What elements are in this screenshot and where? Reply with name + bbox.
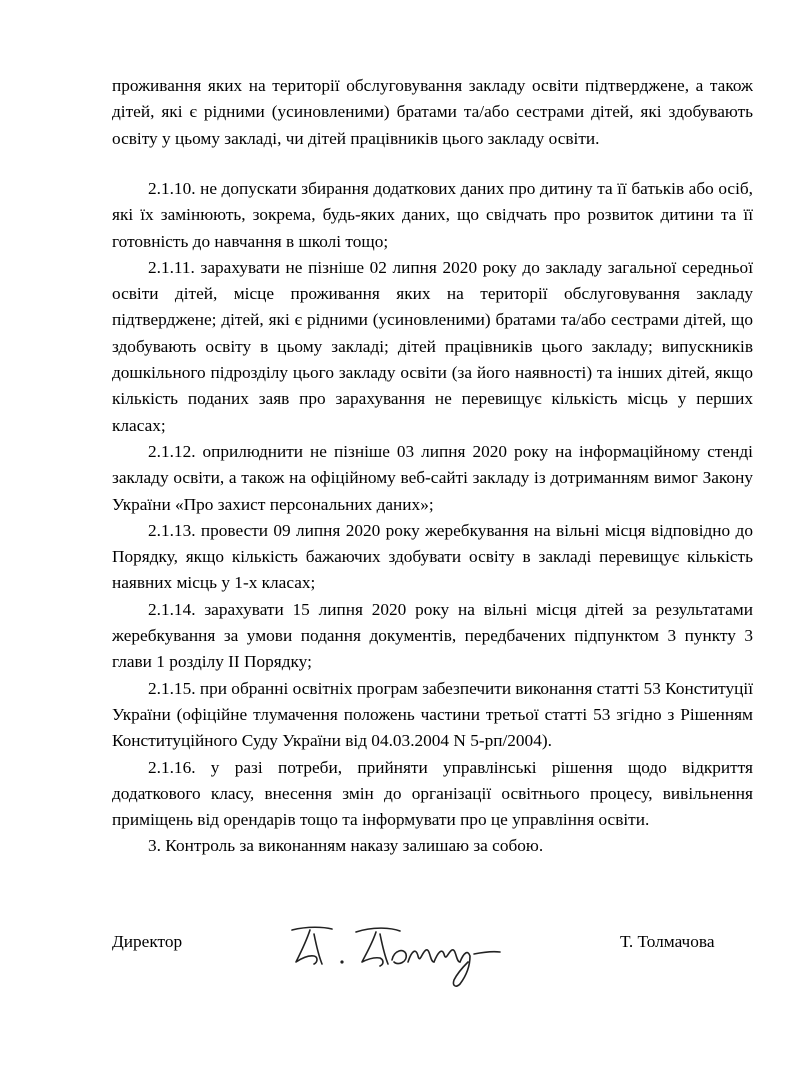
signatory-title: Директор — [112, 932, 183, 951]
signature-block — [112, 930, 732, 1010]
order-items-list — [112, 176, 753, 860]
order-item-2-1-10: 2.1.10. не допускати збирання додаткових даних про дитину та її батьків або осіб, які їх замінюють, зокрема, будь-яких даних, що свідчать про розвиток дитини та її готовність до навчання в школі тощо; — [112, 179, 753, 251]
handwritten-signature-image — [288, 922, 518, 998]
order-item-2-1-16: 2.1.16. у разі потреби, прийняти управлінські рішення щодо відкриття додаткового класу, внесення змін до організації освітнього процесу, вивільнення приміщень від орендарів тощо та інформувати про це управління освіти. — [112, 757, 753, 830]
continuation-paragraph: проживання яких на території обслуговування закладу освіти підтверджене, а також дітей, які є рідними (усиновленими) братами та/або сестрами дітей, які здобувають освіту у цьому закладі, чи дітей працівників цього закладу освіти. — [112, 76, 753, 148]
order-item-3-control: 3. Контроль за виконанням наказу залишаю за собою. — [148, 836, 544, 856]
order-item-2-1-14: 2.1.14. зарахувати 15 липня 2020 року на вільні місця дітей за результатами жеребкування за умови подання документів, передбачених підпунктом 3 пункту 3 глави 1 розділу ІІ Порядку; — [112, 599, 753, 672]
order-item-2-1-12: 2.1.12. оприлюднити не пізніше 03 липня 2020 року на інформаційному стенді закладу освіти, а також на офіційному веб-сайті закладу із дотриманням вимог Закону України «Про захист персональних даних»; — [112, 441, 753, 514]
order-item-2-1-13: 2.1.13. провести 09 липня 2020 року жеребкування на вільні місця відповідно до Порядку, якщо кількість бажаючих здобувати освіту в закладі перевищує кількість наявних місць у 1-х класах; — [112, 520, 753, 593]
order-item-2-1-15: 2.1.15. при обранні освітніх програм забезпечити виконання статті 53 Конституції України (офіційне тлумачення положень частини третьої статті 53 згідно з Рішенням Конституційного Суду України від 04.03.2004 N 5-рп/2004). — [112, 678, 754, 751]
continuation-paragraph-block — [112, 73, 753, 152]
signatory-name: Т. Толмачова — [620, 932, 715, 951]
order-item-2-1-11: 2.1.11. зарахувати не пізніше 02 липня 2020 року до закладу загальної середньої освіти дітей, місце проживання яких на території обслуговування закладу підтверджене; дітей, які є рідними (усиновленими) братами та/або сестрами дітей, що здобувають освіту в цьому закладі; дітей працівників цього закладу; випускників дошкільного підрозділу цього закладу освіти (за його наявності) та інших дітей, якщо кількість поданих заяв про зарахування не перевищує кількість місць у перших класах; — [112, 257, 753, 435]
